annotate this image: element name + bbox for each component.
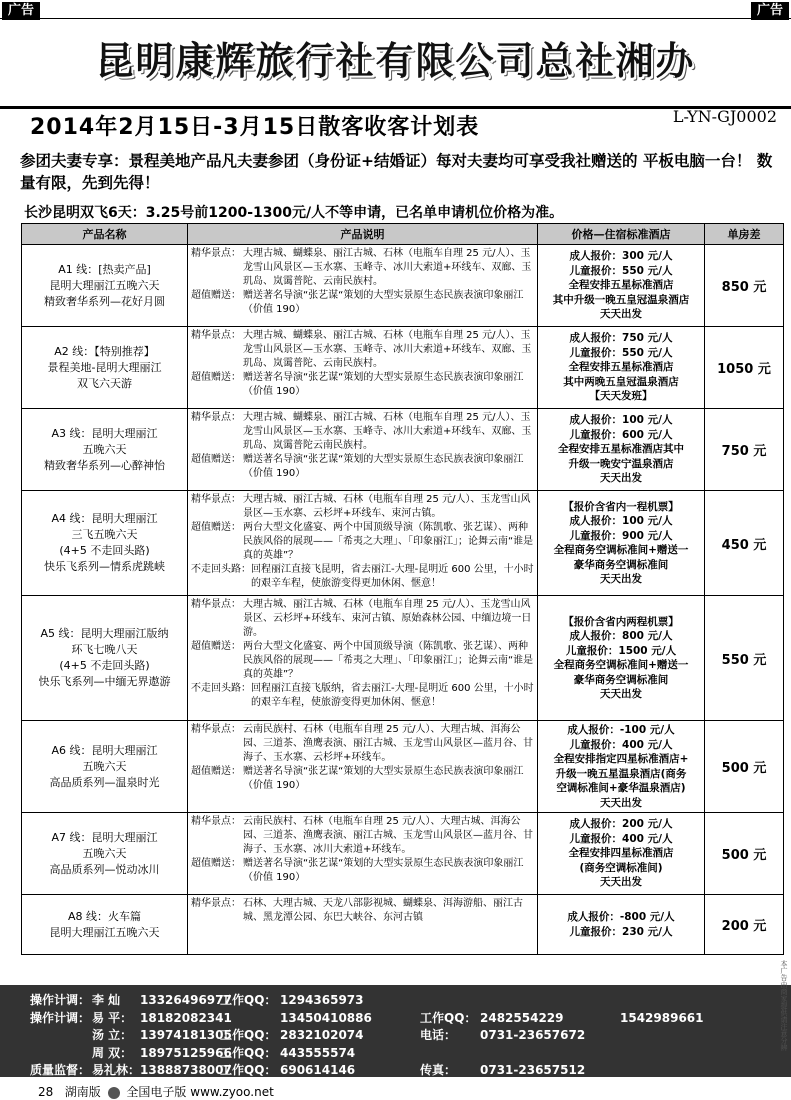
product-desc-cell (188, 895, 538, 955)
page-number: 28 (38, 1085, 54, 1099)
product-name-line: 高品质系列—温泉时光 (49, 775, 160, 789)
product-name-line: 快乐飞系列—情系虎跳峡 (44, 560, 165, 573)
product-name-line: A3 线：昆明大理丽江 (51, 426, 158, 440)
desc-label: 超值赠送： (191, 372, 241, 383)
desc-text: 赠送著名导演“张艺谋“策划的大型实景原生态民族表演印象丽江（价值 190） (243, 290, 524, 315)
price-cell (538, 895, 705, 955)
product-name-line: 精致奢华系列—心醉神怡 (44, 458, 165, 472)
price-line: 成人报价：200 元/人 (569, 818, 673, 831)
single-supplement-cell: 500 元 (705, 721, 784, 813)
single-supplement-cell: 550 元 (705, 596, 784, 721)
ad-label-left: 广告 (2, 2, 40, 20)
product-desc-cell (188, 491, 538, 596)
desc-line (191, 598, 534, 640)
product-name-line: A6 线：昆明大理丽江 (51, 743, 158, 757)
product-name-line: A7 线：昆明大理丽江 (51, 830, 158, 844)
product-name-line: 五晚六天 (82, 759, 127, 773)
contact-extra2: 1542989661 (620, 1010, 704, 1025)
desc-line (191, 453, 534, 481)
product-name-line: 景程美地-昆明大理丽江 (47, 360, 162, 374)
contact-qq: 2832102074 (280, 1028, 364, 1042)
price-line: 全程安排五星标准酒店其中 (558, 443, 684, 456)
product-name-line: A4 线：昆明大理丽江 (51, 512, 158, 525)
price-line: 豪华商务空调标准间 (573, 558, 669, 571)
price-line: 儿童报价：400 元/人 (569, 738, 673, 751)
product-name-line: (4+5 不走回头路) (59, 659, 150, 672)
contact-qq-label: 工作QQ： (220, 1045, 277, 1060)
price-line: 天天出发 (600, 876, 642, 889)
single-supplement-cell: 750 元 (705, 409, 784, 491)
price-line: 成人报价：750 元/人 (569, 332, 673, 345)
price-line: 儿童报价：900 元/人 (569, 529, 673, 542)
product-name-line: (4+5 不走回头路) (59, 544, 150, 557)
contact-qq-label: 工作QQ： (220, 1028, 277, 1042)
price-line: 天天出发 (600, 688, 642, 700)
desc-text: 两台大型文化盛宴、两个中国顶级导演（陈凯歌、张艺谋）、两种民族风俗的展现——「希夷之大理」、「印象丽江」；论舞云南“谁是真的英雄”？ (243, 522, 534, 561)
contact-phone: 13974181305 (140, 1028, 232, 1042)
contact-footer (0, 985, 791, 1077)
desc-label: 超值赠送： (191, 766, 241, 777)
price-cell (538, 491, 705, 596)
contact-phone: 13888738007 (140, 1063, 232, 1077)
plan-title: 2014年2月15日-3月15日散客收客计划表 (30, 115, 480, 140)
desc-label: 超值赠送： (191, 858, 241, 869)
price-line: 全程安排五星标准酒店 (568, 279, 674, 292)
desc-label: 精华景点： (191, 724, 241, 735)
product-name-line: 昆明大理丽江五晚六天 (49, 925, 160, 939)
price-line: 儿童报价：1500 元/人 (565, 644, 677, 657)
price-line: 成人报价：100 元/人 (569, 515, 673, 527)
desc-text: 石林、大理古城、天龙八部影视城、蝴蝶泉、洱海游船、丽江古城、黑龙潭公园、东巴大峡谷、东河古镇 (243, 898, 523, 923)
table-header (22, 224, 784, 245)
desc-line (191, 563, 534, 591)
desc-text: 云南民族村、石林（电瓶车自理 25 元/人）、大理古城、洱海公园、三道茶、渔鹰表演、丽江古城、玉龙雪山风景区—蓝月谷、甘海子、玉水寨、云杉坪+环线车。 (243, 724, 533, 763)
desc-line (191, 897, 534, 925)
contact-extra-label: 传真： (420, 1063, 457, 1077)
desc-line (191, 723, 534, 765)
desc-text: 云南民族村、石林（电瓶车自理 25 元/人）、大理古城、洱海公园、三道茶、渔鹰表演、丽江古城、玉龙雪山风景区—蓝月谷、甘海子、玉水寨、冰川大索道+环线车。 (243, 816, 533, 855)
plans-table (21, 223, 784, 955)
price-line: (商务空调标准间) (579, 861, 663, 874)
price-line: 天天出发 (600, 308, 642, 321)
price-line: 空调标准间+豪华温泉酒店) (556, 782, 686, 794)
price-line: 天天出发 (600, 573, 642, 585)
price-line: 天天出发 (600, 796, 642, 809)
price-line: 儿童报价：400 元/人 (569, 832, 673, 845)
product-name-cell (22, 245, 188, 327)
table-row (22, 895, 784, 955)
product-name-line: 环飞七晚八天 (71, 643, 138, 656)
price-line: 成人报价：-800 元/人 (567, 911, 675, 923)
contact-name: 易礼林： (92, 1063, 141, 1077)
desc-text: 大理古城、蝴蝶泉、丽江古城、石林（电瓶车自理 25 元/人）、玉龙雪山风景区—玉水寨、玉峰寺、冰川大索道+环线车、双廊、玉玑岛、岚霭普陀、云南民族村。 (243, 248, 532, 287)
desc-line (191, 247, 534, 289)
desc-text: 大理古城、丽江古城、石林（电瓶车自理 25 元/人）、玉龙雪山风景区—玉水寨、云杉坪+环线车、束河古镇。 (243, 494, 531, 519)
col-header: 单房差 (705, 224, 784, 245)
desc-label: 不走回头路： (191, 564, 251, 575)
single-supplement-cell: 450 元 (705, 491, 784, 596)
product-name-line: A2 线：【特别推荐】 (54, 344, 155, 358)
desc-label: 不走回头路： (191, 683, 251, 694)
contact-qq: 690614146 (280, 1063, 356, 1077)
contact-role: 操作计调： (30, 993, 91, 1007)
table-row (22, 327, 784, 409)
single-supplement-cell: 200 元 (705, 895, 784, 955)
price-cell (538, 327, 705, 409)
desc-label: 精华景点： (191, 816, 241, 827)
contact-extra: 2482554229 (480, 1010, 564, 1025)
product-desc-cell (188, 409, 538, 491)
product-desc-cell (188, 245, 538, 327)
col-header: 价格—住宿标准酒店 (538, 224, 705, 245)
product-name-line: A1 线：[热卖产品] (58, 262, 151, 276)
price-cell (538, 721, 705, 813)
col-header: 产品名称 (22, 224, 188, 245)
table-row (22, 409, 784, 491)
desc-line (191, 857, 534, 885)
contact-qq: 443555574 (280, 1045, 356, 1060)
product-name-line: A5 线：昆明大理丽江版纳 (40, 627, 169, 640)
desc-line (191, 765, 534, 793)
price-line: 全程商务空调标准间+赠送一 (553, 544, 689, 556)
product-desc-cell (188, 327, 538, 409)
price-line: 成人报价：300 元/人 (569, 250, 673, 263)
company-title: 昆明康辉旅行社有限公司总社湘办 (95, 39, 696, 83)
price-line: 【报价含省内两程机票】 (563, 615, 679, 628)
desc-text: 赠送著名导演“张艺谋“策划的大型实景原生态民族表演印象丽江（价值 190） (243, 858, 524, 883)
edition-label: 湖南版 (64, 1085, 101, 1099)
price-line: 其中升级一晚五皇冠温泉酒店 (552, 293, 690, 306)
desc-line (191, 411, 534, 453)
contact-extra-label: 工作QQ： (420, 1010, 477, 1025)
product-name-line: 高品质系列—悦动冰川 (49, 862, 160, 876)
price-line: 儿童报价：600 元/人 (569, 428, 673, 441)
product-name-line: A8 线：火车篇 (67, 909, 142, 923)
top-divider (0, 18, 791, 19)
desc-text: 赠送著名导演“张艺谋“策划的大型实景原生态民族表演印象丽江（价值 190） (243, 766, 524, 791)
desc-label: 精华景点： (191, 898, 241, 909)
product-name-cell (22, 721, 188, 813)
price-line: 升级一晚五星温泉酒店(商务 (555, 767, 687, 780)
desc-text: 赠送著名导演“张艺谋“策划的大型实景原生态民族表演印象丽江（价值 190） (243, 372, 524, 397)
price-cell (538, 813, 705, 895)
price-line: 天天出发 (600, 472, 642, 485)
price-cell (538, 245, 705, 327)
desc-label: 精华景点： (191, 412, 241, 423)
desc-text: 两台大型文化盛宴、两个中国顶级导演（陈凯歌、张艺谋）、两种民族风俗的展现——「希夷之大理」、「印象丽江」；论舞云南“谁是真的英雄”？ (243, 641, 534, 680)
desc-label: 超值赠送： (191, 522, 241, 533)
desc-line (191, 521, 534, 563)
desc-label: 精华景点： (191, 494, 241, 505)
product-name-line: 精致奢华系列—花好月圆 (44, 294, 165, 308)
contact-name: 周 双： (92, 1045, 133, 1060)
col-header: 产品说明 (188, 224, 538, 245)
product-name-line: 昆明大理丽江五晚六天 (49, 278, 160, 292)
promo-text: 参团夫妻专享：景程美地产品凡夫妻参团（身份证+结婚证）每对夫妻均可享受我社赠送的 平板电脑一台！ 数量有限，先到先得！ (20, 152, 773, 192)
contact-role: 质量监督： (30, 1063, 91, 1077)
contact-extra: 0731-23657512 (480, 1063, 586, 1077)
price-line: 儿童报价：550 元/人 (569, 346, 673, 359)
product-desc-cell (188, 813, 538, 895)
price-line: 全程安排五星标准酒店 (568, 361, 674, 374)
desc-label: 超值赠送： (191, 641, 241, 652)
product-name-cell (22, 491, 188, 596)
ad-label-right: 广告 (751, 2, 789, 20)
product-name-line: 三飞五晚六天 (71, 528, 138, 541)
plan-code: L-YN-GJ0002 (672, 107, 777, 126)
product-name-cell (22, 596, 188, 721)
desc-line (191, 682, 534, 710)
desc-label: 精华景点： (191, 599, 241, 610)
desc-label: 精华景点： (191, 330, 241, 341)
desc-text: 赠送著名导演“张艺谋“策划的大型实景原生态民族表演印象丽江（价值 190） (243, 454, 524, 479)
table-row (22, 245, 784, 327)
desc-line (191, 815, 534, 857)
table-row (22, 491, 784, 596)
product-name-cell (22, 813, 188, 895)
single-supplement-cell: 500 元 (705, 813, 784, 895)
contact-qq: 13450410886 (280, 1010, 372, 1025)
price-line: 成人报价：-100 元/人 (567, 724, 675, 736)
desc-line (191, 329, 534, 371)
desc-text: 大理古城、蝴蝶泉、丽江古城、石林（电瓶车自理 25 元/人）、玉龙雪山风景区—玉水寨、玉峰寺、冰川大索道+环线车、双廊、玉玑岛、岚霭普陀云南民族村。 (243, 412, 532, 451)
contact-phone: 13326496977 (140, 993, 232, 1007)
desc-text: 回程丽江直接飞版纳，省去丽江-大理-昆明近 600 公里，十小时的艰辛车程，使旅游变得更加休闲、惬意！ (251, 683, 534, 708)
contact-name: 汤 立： (92, 1028, 133, 1042)
bottom-bar (38, 1083, 274, 1100)
contact-phone: 18975125966 (140, 1045, 232, 1060)
contact-name: 李 灿 (92, 993, 121, 1007)
contact-extra-label: 电话： (420, 1028, 457, 1042)
contact-phone: 18182082341 (140, 1010, 232, 1025)
price-line: 全程商务空调标准间+赠送一 (553, 659, 689, 671)
desc-label: 精华景点： (191, 248, 241, 259)
price-line: 全程安排指定四星标准酒店+ (553, 753, 689, 765)
product-name-line: 五晚六天 (82, 442, 127, 456)
contact-qq-label: 工作QQ： (220, 1063, 277, 1077)
product-name-line: 双飞六天游 (77, 376, 132, 390)
single-supplement-cell: 1050 元 (705, 327, 784, 409)
product-name-cell (22, 327, 188, 409)
site-logo-icon (108, 1087, 120, 1099)
price-cell (538, 409, 705, 491)
price-line: 儿童报价：230 元/人 (569, 925, 673, 938)
price-line: 全程安排四星标准酒店 (568, 847, 674, 860)
contact-extra: 0731-23657672 (480, 1028, 586, 1042)
price-line: 其中两晚五皇冠温泉酒店 (563, 375, 679, 388)
contact-qq: 1294365973 (280, 993, 364, 1007)
price-line: 【天天发班】 (589, 390, 653, 403)
desc-line (191, 493, 534, 521)
price-line: 豪华商务空调标准间 (573, 673, 669, 686)
contact-qq-label: 工作QQ： (220, 993, 277, 1007)
table-row (22, 813, 784, 895)
product-name-cell (22, 409, 188, 491)
desc-label: 超值赠送： (191, 454, 241, 465)
price-line: 成人报价：800 元/人 (569, 630, 673, 642)
table-row (22, 721, 784, 813)
desc-text: 大理古城、蝴蝶泉、丽江古城、石林（电瓶车自理 25 元/人）、玉龙雪山风景区—玉水寨、玉峰寺、冰川大索道+环线车、双廊、玉玑岛、岚霭普陀、云南民族村。 (243, 330, 532, 369)
desc-line (191, 640, 534, 682)
product-desc-cell (188, 596, 538, 721)
price-line: 升级一晚安宁温泉酒店 (568, 457, 674, 470)
price-line: 儿童报价：550 元/人 (569, 264, 673, 277)
product-name-line: 快乐飞系列—中缅无界遨游 (38, 675, 171, 688)
product-desc-cell (188, 721, 538, 813)
desc-text: 回程丽江直接飞昆明，省去丽江-大理-昆明近 600 公里，十小时的艰辛车程，使旅游变得更加休闲、惬意！ (251, 564, 534, 589)
side-note: 本广告由商家提供请注意分辨 (780, 960, 788, 1051)
table-row (22, 596, 784, 721)
price-line: 【报价含省内一程机票】 (563, 500, 679, 513)
subheadline: 长沙昆明双飞6天：3.25号前1200-1300元/人不等申请，已名单申请机位价格为准。 (24, 205, 564, 221)
single-supplement-cell: 850 元 (705, 245, 784, 327)
product-name-cell (22, 895, 188, 955)
price-cell (538, 596, 705, 721)
product-name-line: 五晚六天 (82, 846, 127, 860)
desc-text: 大理古城、丽江古城、石林（电瓶车自理 25 元/人）、玉龙雪山风景区、云杉坪+环线车、束河古镇、原始森林公园、中缅边境一日游。 (243, 599, 532, 638)
site-name: 全国电子版 (126, 1085, 187, 1099)
desc-line (191, 289, 534, 317)
contact-role: 操作计调： (30, 1010, 91, 1025)
desc-label: 超值赠送： (191, 290, 241, 301)
contact-name: 易 平： (92, 1010, 133, 1025)
desc-line (191, 371, 534, 399)
price-line: 成人报价：100 元/人 (569, 414, 673, 427)
site-url[interactable]: www.zyoo.net (190, 1085, 274, 1099)
